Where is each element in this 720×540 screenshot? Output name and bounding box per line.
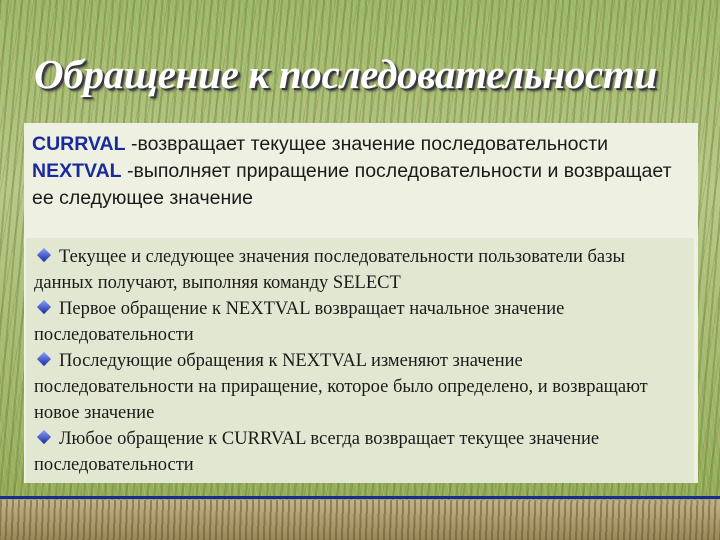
list-item [34, 244, 684, 296]
bullet-text: Первое обращение к NEXTVAL возвращает начальное значение последовательности [34, 299, 565, 345]
diamond-bullet-icon [37, 430, 51, 444]
definitions-block [32, 131, 682, 212]
decorative-footer-strip [0, 500, 720, 540]
diamond-bullet-icon [37, 352, 51, 366]
bullet-text: Любое обращение к CURRVAL всегда возвращает текущее значение последовательности [34, 429, 600, 475]
bullet-text: Текущее и следующее значения последовательности пользователи базы данных получают, выполняя команду SELECT [34, 247, 625, 293]
definition-currval [32, 131, 682, 158]
definition-nextval-text: -выполняет приращение последовательности и возвращает ее следующее значение [32, 160, 672, 209]
slide-title: Обращение к последовательности [34, 51, 658, 97]
keyword-currval: CURRVAL [32, 133, 126, 155]
bullet-text: Последующие обращения к NEXTVAL изменяют значение последовательности на приращение, которое было определено, и возвращают новое значение [34, 351, 648, 423]
list-item [34, 426, 684, 478]
list-item [34, 296, 684, 348]
keyword-nextval: NEXTVAL [32, 160, 122, 182]
definition-nextval [32, 158, 682, 212]
notes-panel [26, 238, 694, 483]
definition-currval-text: -возвращает текущее значение последовательности [125, 133, 609, 155]
diamond-bullet-icon [37, 248, 51, 262]
diamond-bullet-icon [37, 300, 51, 314]
divider-line [0, 496, 720, 499]
bullet-list [34, 244, 684, 478]
list-item [34, 348, 684, 426]
content-card [24, 123, 698, 483]
